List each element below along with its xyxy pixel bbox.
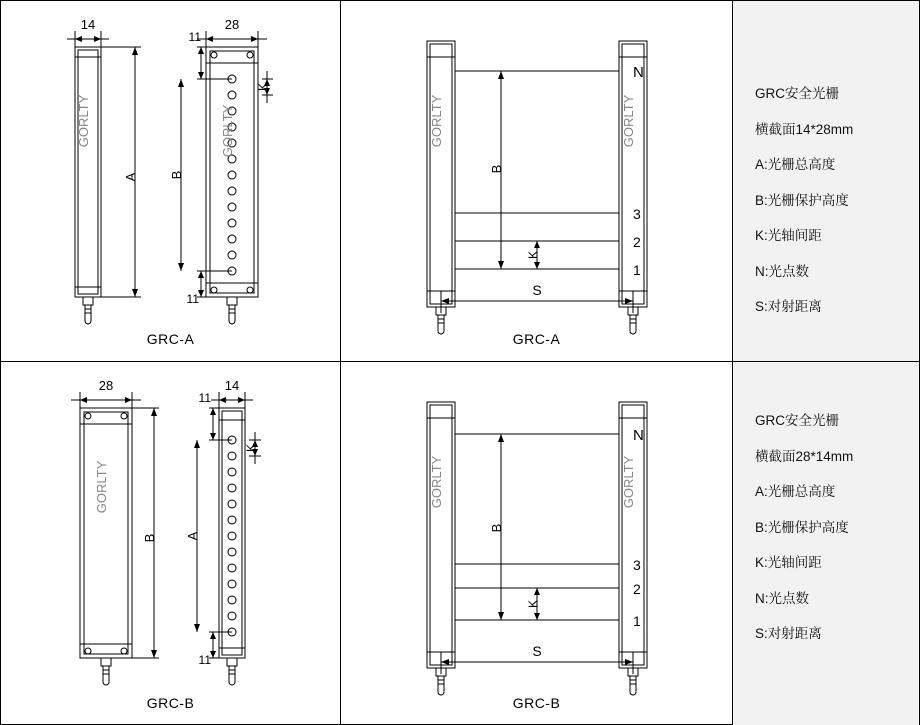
label-k-pair: K [526, 250, 540, 260]
label-k-pair-b: K [526, 599, 540, 609]
label-k-left: K [256, 82, 270, 92]
brand-label-left-b: GORLTY [94, 460, 109, 514]
dim-edge-bottom: 11 [186, 292, 199, 306]
grc-b-pair-view [341, 362, 733, 725]
label-s: S [532, 282, 542, 298]
label-a-right-b: A [185, 531, 200, 541]
label-3-b: 3 [633, 557, 641, 573]
row-grc-b [1, 362, 919, 725]
label-1: 1 [633, 262, 641, 278]
legend-line: K:光轴间距 [755, 555, 822, 570]
legend-line: N:光点数 [755, 590, 809, 606]
legend-line: S:对射距离 [755, 299, 822, 314]
label-b-pair: B [489, 164, 504, 174]
legend-line: N:光点数 [755, 263, 809, 279]
brand-label-right: GORLTY [220, 104, 235, 158]
grc-b-legend [733, 362, 919, 725]
dim-width-right: 28 [224, 17, 240, 32]
label-b-pair-b: B [489, 523, 504, 533]
legend-line: S:对射距离 [755, 626, 822, 641]
label-2: 2 [633, 234, 641, 250]
legend-line: GRC安全光栅 [755, 413, 839, 428]
legend-line: B:光栅保护高度 [755, 192, 849, 208]
dim-edge-top-b: 11 [198, 391, 211, 405]
legend-line: A:光栅总高度 [755, 484, 836, 499]
grc-a-legend [733, 1, 919, 361]
label-s-b: S [532, 643, 542, 659]
brand-label-pair-right: GORLTY [621, 94, 636, 148]
legend-line: 横截面28*14mm [755, 448, 854, 464]
dim-width-left-b: 28 [98, 378, 114, 393]
grc-a-pair-view [341, 1, 733, 361]
dim-edge-bottom-b: 11 [198, 653, 211, 667]
label-n: N [633, 64, 644, 81]
label-1-b: 1 [633, 613, 641, 629]
caption-grc-b-left: GRC-B [146, 695, 195, 711]
label-b-left: B [169, 170, 184, 180]
dim-width-right-b: 14 [224, 378, 240, 393]
grc-b-pair-svg [341, 362, 733, 724]
legend-line: B:光栅保护高度 [755, 519, 849, 535]
legend-line: 横截面14*28mm [755, 121, 854, 137]
grc-a-pair-svg [341, 1, 733, 361]
dim-width-left: 14 [80, 17, 96, 32]
caption-grc-a-left: GRC-A [146, 331, 195, 347]
label-b-left-b: B [142, 533, 157, 543]
brand-label-pair-left-b: GORLTY [429, 455, 444, 509]
legend-line: GRC安全光栅 [755, 86, 839, 101]
label-k-right-b: K [244, 443, 258, 453]
row-grc-a [1, 1, 919, 362]
label-2-b: 2 [633, 581, 641, 597]
legend-line: K:光轴间距 [755, 228, 822, 243]
caption-grc-a-mid: GRC-A [512, 331, 561, 347]
grc-b-profiles-svg [1, 362, 341, 724]
legend-line: A:光栅总高度 [755, 157, 836, 172]
label-n-b: N [633, 427, 644, 444]
brand-label-pair-left: GORLTY [429, 94, 444, 148]
grc-b-profile-views [1, 362, 341, 725]
dim-edge-top: 11 [188, 30, 201, 44]
grc-a-profiles-svg [1, 1, 341, 361]
label-a-left: A [123, 172, 138, 182]
brand-label-pair-right-b: GORLTY [621, 455, 636, 509]
label-3: 3 [633, 206, 641, 222]
brand-label-left: GORLTY [76, 94, 91, 148]
caption-grc-b-mid: GRC-B [512, 695, 561, 711]
grc-a-profile-views [1, 1, 341, 361]
